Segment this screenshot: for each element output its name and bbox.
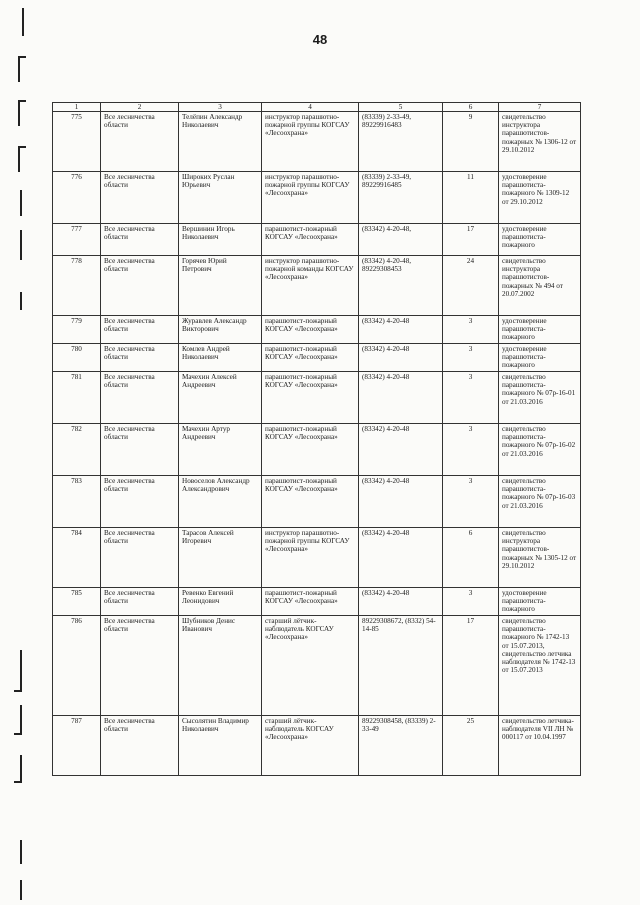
full-name-cell: Мачехин Алексей Андреевич xyxy=(179,372,262,424)
region-cell: Все лесничества области xyxy=(101,588,179,616)
document-cell: свидетельство парашютиста-пожарного № 07р-16-03 от 21.03.2016 xyxy=(499,476,581,528)
phone-cell: (83342) 4-20-48 xyxy=(359,528,443,588)
row-number: 779 xyxy=(53,316,101,344)
region-cell: Все лесничества области xyxy=(101,344,179,372)
region-cell: Все лесничества области xyxy=(101,616,179,716)
full-name-cell: Ревенко Евгений Леонидович xyxy=(179,588,262,616)
row-number: 786 xyxy=(53,616,101,716)
full-name-cell: Сысолятин Владимир Николаевич xyxy=(179,716,262,776)
table-row xyxy=(53,476,581,528)
full-name-cell: Шубников Денис Иванович xyxy=(179,616,262,716)
experience-cell: 3 xyxy=(443,316,499,344)
document-cell: свидетельство парашютиста-пожарного № 07р-16-02 от 21.03.2016 xyxy=(499,424,581,476)
position-cell: парашютист-пожарный КОГСАУ «Лесоохрана» xyxy=(262,224,359,256)
phone-cell: 89229308458, (83339) 2-33-49 xyxy=(359,716,443,776)
region-cell: Все лесничества области xyxy=(101,224,179,256)
column-header: 6 xyxy=(443,103,499,112)
full-name-cell: Телёпин Александр Николаевич xyxy=(179,112,262,172)
column-header: 3 xyxy=(179,103,262,112)
position-cell: парашютист-пожарный КОГСАУ «Лесоохрана» xyxy=(262,588,359,616)
table-row xyxy=(53,344,581,372)
row-number: 780 xyxy=(53,344,101,372)
row-number: 782 xyxy=(53,424,101,476)
header-row xyxy=(53,103,581,112)
phone-cell: (83342) 4-20-48 xyxy=(359,476,443,528)
position-cell: инструктор парашютно-пожарной группы КОГСАУ «Лесоохрана» xyxy=(262,112,359,172)
experience-cell: 3 xyxy=(443,372,499,424)
full-name-cell: Журавлев Александр Викторович xyxy=(179,316,262,344)
position-cell: парашютист-пожарный КОГСАУ «Лесоохрана» xyxy=(262,372,359,424)
experience-cell: 3 xyxy=(443,424,499,476)
row-number: 785 xyxy=(53,588,101,616)
experience-cell: 17 xyxy=(443,616,499,716)
table-row xyxy=(53,588,581,616)
table-row xyxy=(53,172,581,224)
region-cell: Все лесничества области xyxy=(101,316,179,344)
document-cell: свидетельство инструктора парашютистов-пожарных № 1305-12 от 29.10.2012 xyxy=(499,528,581,588)
region-cell: Все лесничества области xyxy=(101,372,179,424)
experience-cell: 3 xyxy=(443,344,499,372)
region-cell: Все лесничества области xyxy=(101,528,179,588)
phone-cell: (83342) 4-20-48, xyxy=(359,224,443,256)
phone-cell: 89229308672, (8332) 54-14-85 xyxy=(359,616,443,716)
column-header: 7 xyxy=(499,103,581,112)
region-cell: Все лесничества области xyxy=(101,424,179,476)
personnel-table xyxy=(52,102,581,776)
phone-cell: (83342) 4-20-48 xyxy=(359,372,443,424)
phone-cell: (83339) 2-33-49, 89229916485 xyxy=(359,172,443,224)
phone-cell: (83339) 2-33-49, 89229916483 xyxy=(359,112,443,172)
document-cell: удостоверение парашютиста-пожарного xyxy=(499,316,581,344)
document-cell: свидетельство инструктора парашютистов-пожарных № 494 от 20.07.2002 xyxy=(499,256,581,316)
position-cell: инструктор парашютно-пожарной группы КОГСАУ «Лесоохрана» xyxy=(262,172,359,224)
row-number: 778 xyxy=(53,256,101,316)
document-cell: удостоверение парашютиста-пожарного xyxy=(499,224,581,256)
region-cell: Все лесничества области xyxy=(101,256,179,316)
phone-cell: (83342) 4-20-48 xyxy=(359,344,443,372)
row-number: 775 xyxy=(53,112,101,172)
table-row xyxy=(53,112,581,172)
full-name-cell: Новоселов Александр Александрович xyxy=(179,476,262,528)
table-row xyxy=(53,316,581,344)
document-cell: удостоверение парашютиста-пожарного xyxy=(499,344,581,372)
table-row xyxy=(53,372,581,424)
column-header: 2 xyxy=(101,103,179,112)
row-number: 783 xyxy=(53,476,101,528)
full-name-cell: Комлев Андрей Николаевич xyxy=(179,344,262,372)
full-name-cell: Тарасов Алексей Игоревич xyxy=(179,528,262,588)
position-cell: старший лётчик-наблюдатель КОГСАУ «Лесоохрана» xyxy=(262,716,359,776)
table-row xyxy=(53,616,581,716)
document-cell: удостоверение парашютиста-пожарного xyxy=(499,588,581,616)
position-cell: старший лётчик-наблюдатель КОГСАУ «Лесоохрана» xyxy=(262,616,359,716)
phone-cell: (83342) 4-20-48 xyxy=(359,588,443,616)
position-cell: парашютист-пожарный КОГСАУ «Лесоохрана» xyxy=(262,344,359,372)
full-name-cell: Широких Руслан Юрьевич xyxy=(179,172,262,224)
document-cell: свидетельство парашютиста-пожарного № 1742-13 от 15.07.2013, свидетельство летчика наблюдателя № 1742-13 от 15.07.2013 xyxy=(499,616,581,716)
experience-cell: 3 xyxy=(443,476,499,528)
experience-cell: 17 xyxy=(443,224,499,256)
row-number: 784 xyxy=(53,528,101,588)
position-cell: парашютист-пожарный КОГСАУ «Лесоохрана» xyxy=(262,476,359,528)
row-number: 776 xyxy=(53,172,101,224)
experience-cell: 6 xyxy=(443,528,499,588)
row-number: 781 xyxy=(53,372,101,424)
row-number: 787 xyxy=(53,716,101,776)
document-cell: свидетельство парашютиста-пожарного № 07р-16-01 от 21.03.2016 xyxy=(499,372,581,424)
experience-cell: 9 xyxy=(443,112,499,172)
document-cell: удостоверение парашютиста-пожарного № 1309-12 от 29.10.2012 xyxy=(499,172,581,224)
table-row xyxy=(53,528,581,588)
position-cell: инструктор парашютно-пожарной группы КОГСАУ «Лесоохрана» xyxy=(262,528,359,588)
experience-cell: 11 xyxy=(443,172,499,224)
region-cell: Все лесничества области xyxy=(101,172,179,224)
page-number: 48 xyxy=(312,32,328,47)
phone-cell: (83342) 4-20-48, 89229308453 xyxy=(359,256,443,316)
experience-cell: 3 xyxy=(443,588,499,616)
document-cell: свидетельство летчика-наблюдателя VII ЛН № 000117 от 10.04.1997 xyxy=(499,716,581,776)
region-cell: Все лесничества области xyxy=(101,716,179,776)
region-cell: Все лесничества области xyxy=(101,476,179,528)
phone-cell: (83342) 4-20-48 xyxy=(359,316,443,344)
table-row xyxy=(53,256,581,316)
column-header: 5 xyxy=(359,103,443,112)
column-header: 1 xyxy=(53,103,101,112)
position-cell: инструктор парашютно-пожарной команды КОГСАУ «Лесоохрана» xyxy=(262,256,359,316)
full-name-cell: Мачехин Артур Андреевич xyxy=(179,424,262,476)
document-cell: свидетельство инструктора парашютистов-пожарных № 1306-12 от 29.10.2012 xyxy=(499,112,581,172)
experience-cell: 24 xyxy=(443,256,499,316)
experience-cell: 25 xyxy=(443,716,499,776)
column-header: 4 xyxy=(262,103,359,112)
table-row xyxy=(53,424,581,476)
phone-cell: (83342) 4-20-48 xyxy=(359,424,443,476)
table-row xyxy=(53,224,581,256)
row-number: 777 xyxy=(53,224,101,256)
full-name-cell: Горячев Юрий Петрович xyxy=(179,256,262,316)
region-cell: Все лесничества области xyxy=(101,112,179,172)
full-name-cell: Вершинин Игорь Николаевич xyxy=(179,224,262,256)
table-row xyxy=(53,716,581,776)
position-cell: парашютист-пожарный КОГСАУ «Лесоохрана» xyxy=(262,424,359,476)
position-cell: парашютист-пожарный КОГСАУ «Лесоохрана» xyxy=(262,316,359,344)
